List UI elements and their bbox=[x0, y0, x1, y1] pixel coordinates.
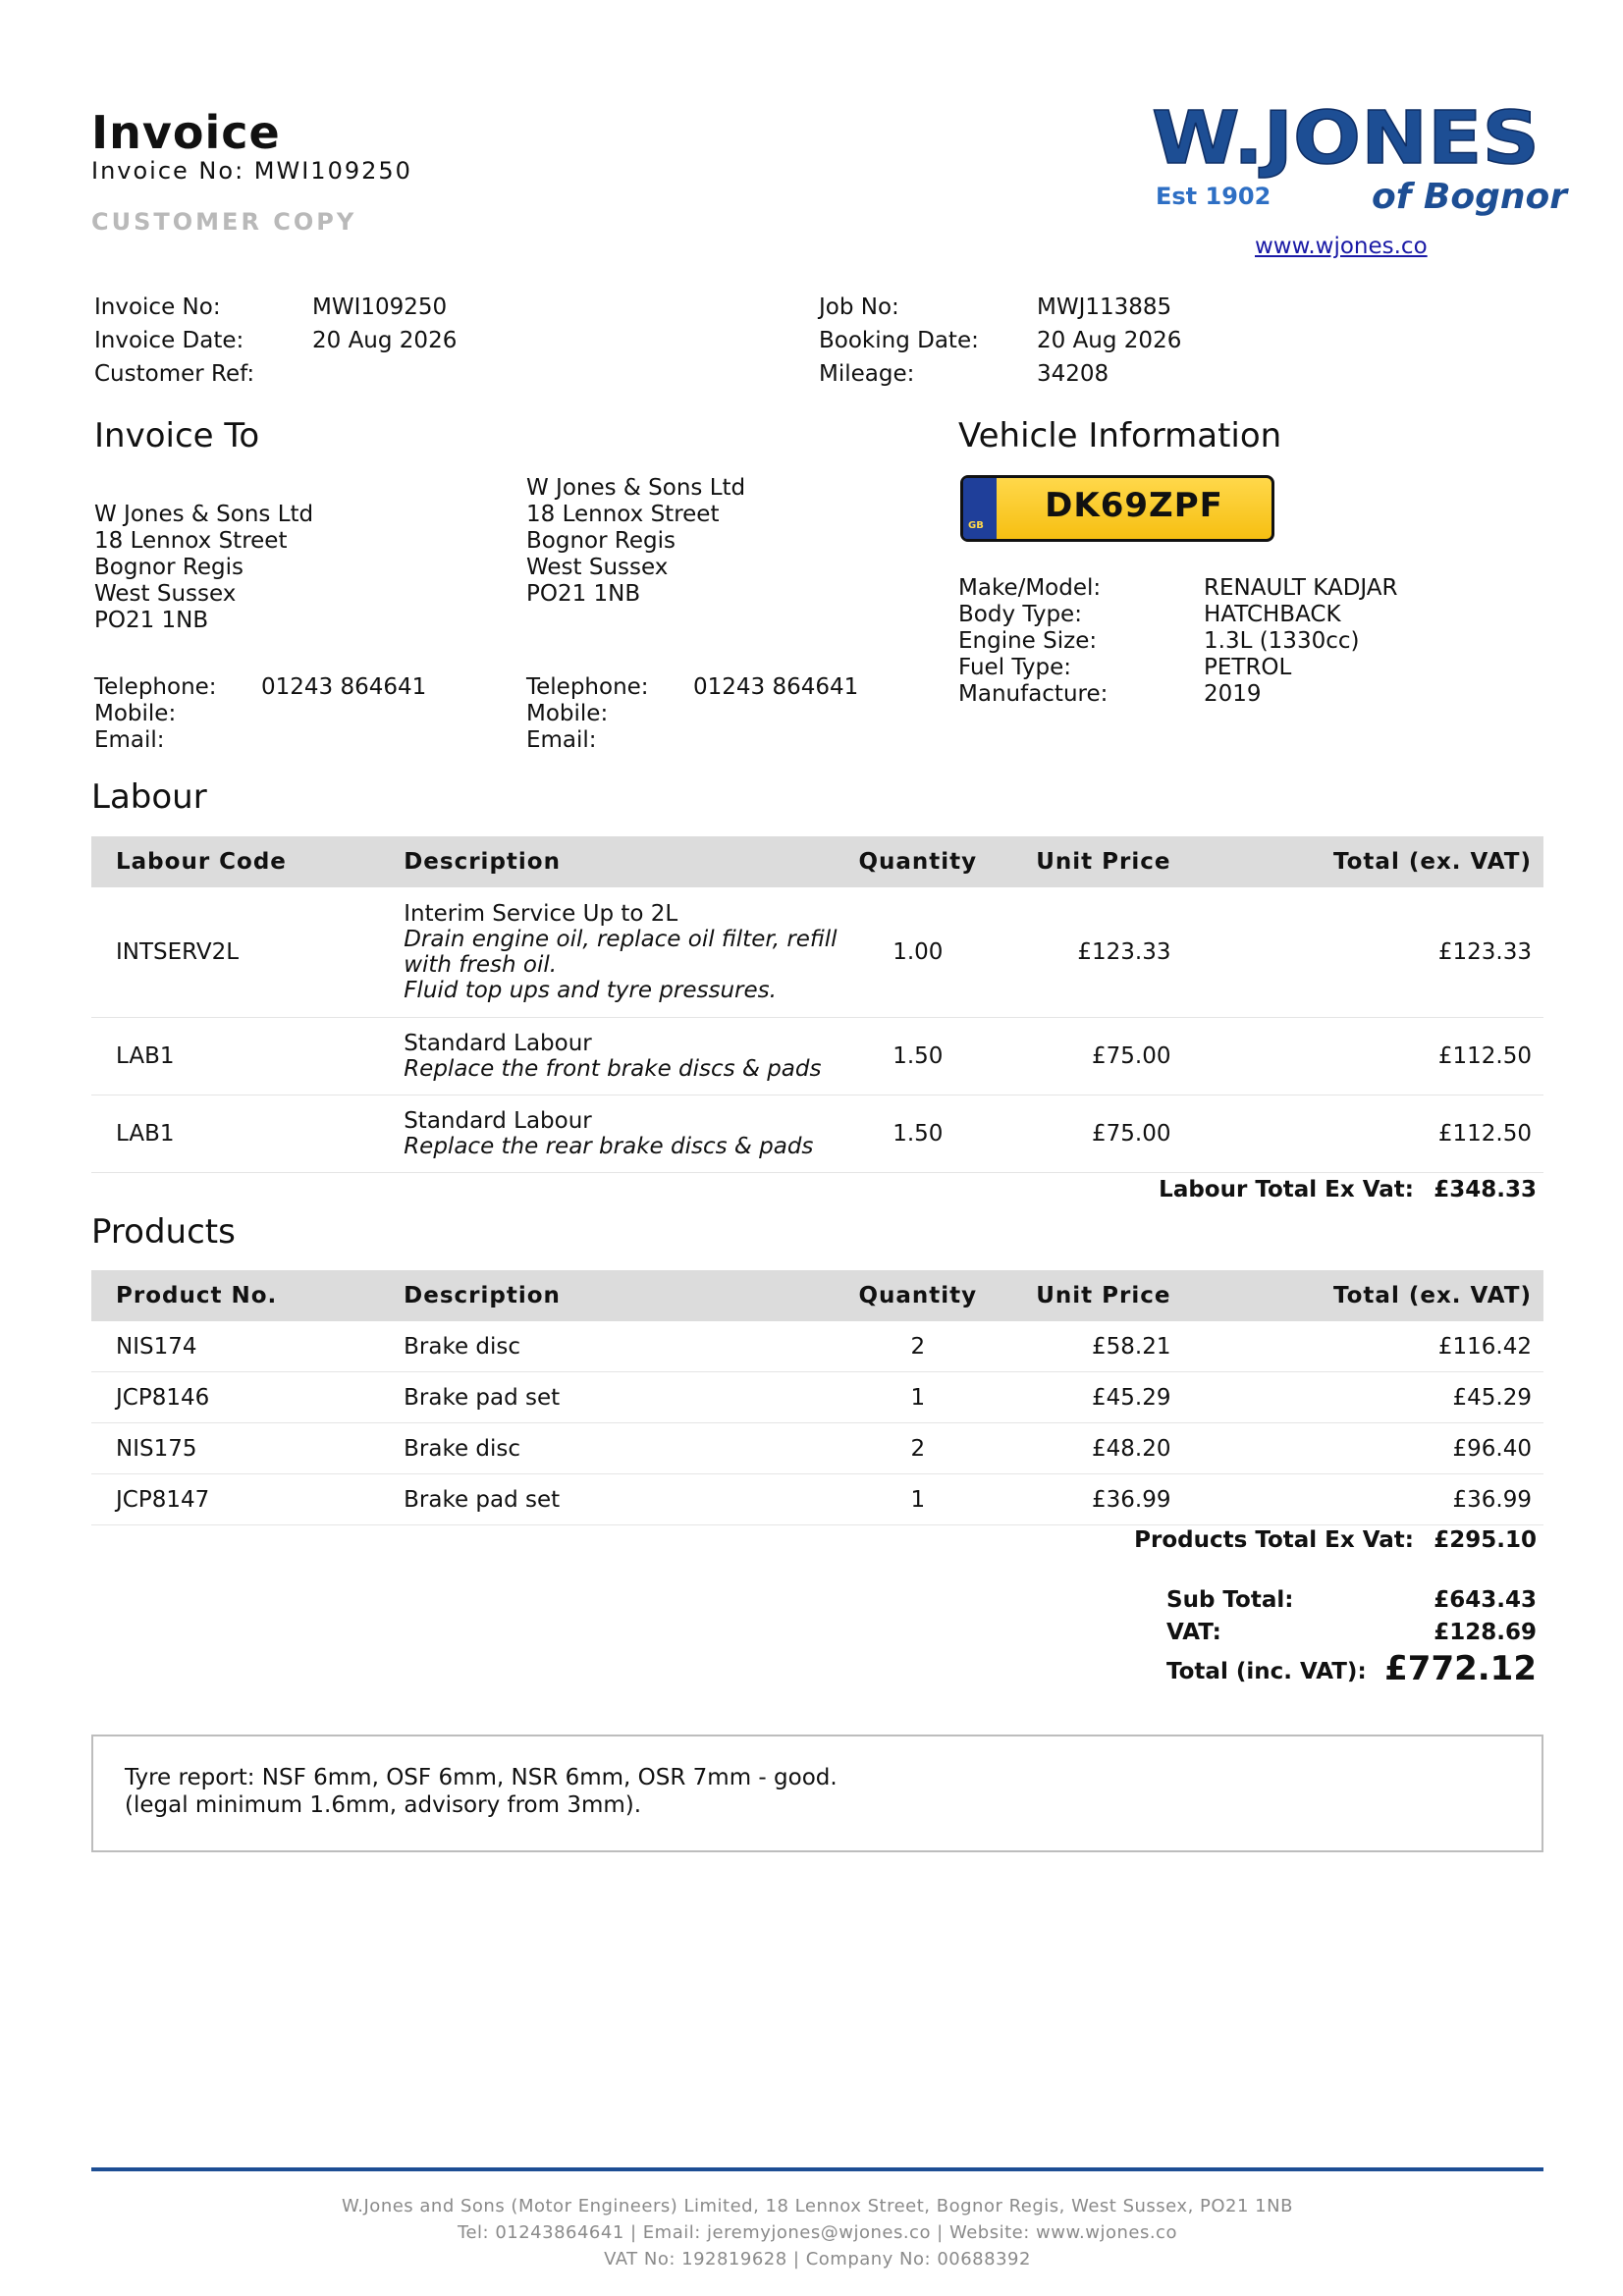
registration-number: DK69ZPF bbox=[1045, 486, 1223, 525]
contact-row bbox=[526, 727, 858, 754]
column-header: Description bbox=[379, 836, 858, 887]
product-number: JCP8146 bbox=[91, 1372, 379, 1423]
grand-total-value: £772.12 bbox=[1384, 1649, 1537, 1688]
contact-row bbox=[94, 727, 426, 754]
labour-total-value: £348.33 bbox=[1434, 1177, 1537, 1202]
address-line: 18 Lennox Street bbox=[94, 528, 288, 554]
quantity-cell: 1.00 bbox=[858, 887, 977, 1018]
quantity-cell: 1 bbox=[858, 1474, 977, 1525]
vehicle-label: Body Type: bbox=[958, 602, 1082, 627]
vehicle-value: 1.3L (1330cc) bbox=[1204, 628, 1360, 654]
vehicle-value: HATCHBACK bbox=[1204, 602, 1341, 627]
telephone-value: 01243 864641 bbox=[261, 674, 427, 700]
labour-total-label: Labour Total Ex Vat: bbox=[1159, 1177, 1414, 1202]
invoice-number-line: Invoice No: MWI109250 bbox=[91, 157, 412, 185]
registration-plate bbox=[960, 475, 1274, 542]
tyre-report-line: (legal minimum 1.6mm, advisory from 3mm). bbox=[125, 1792, 642, 1818]
column-header: Description bbox=[379, 1270, 858, 1321]
column-header: Total (ex. VAT) bbox=[1183, 836, 1543, 887]
address-line: PO21 1NB bbox=[526, 581, 641, 607]
logo-subtitle: of Bognor bbox=[1372, 177, 1567, 217]
vehicle-value: 2019 bbox=[1204, 681, 1262, 707]
quantity-cell: 1 bbox=[858, 1372, 977, 1423]
contact-row bbox=[94, 674, 426, 701]
meta-row bbox=[819, 357, 1181, 391]
vehicle-value: RENAULT KADJAR bbox=[1204, 575, 1398, 601]
product-description: Brake disc bbox=[379, 1321, 858, 1372]
address-line: Bognor Regis bbox=[526, 528, 676, 554]
table-row bbox=[91, 887, 1543, 1018]
description-note: with fresh oil. bbox=[404, 952, 558, 978]
quantity-cell: 1.50 bbox=[858, 1018, 977, 1095]
billing-contact bbox=[94, 674, 426, 754]
column-header: Unit Price bbox=[977, 836, 1182, 887]
meta-row bbox=[819, 324, 1181, 357]
meta-row bbox=[94, 324, 457, 357]
labour-header-row bbox=[91, 836, 1543, 887]
contact-label: Mobile: bbox=[526, 701, 609, 726]
vehicle-info-heading: Vehicle Information bbox=[958, 416, 1282, 455]
products-total-label: Products Total Ex Vat: bbox=[1134, 1527, 1414, 1553]
subtotal-label: Sub Total: bbox=[1166, 1587, 1294, 1613]
vehicle-label: Manufacture: bbox=[958, 681, 1109, 707]
contact-label: Telephone: bbox=[526, 674, 649, 700]
labour-code: LAB1 bbox=[91, 1095, 379, 1173]
table-row bbox=[91, 1321, 1543, 1372]
footer-registration-line: VAT No: 192819628 | Company No: 00688392 bbox=[604, 2249, 1031, 2269]
invoice-to-heading: Invoice To bbox=[94, 416, 260, 455]
meta-label: Invoice Date: bbox=[94, 328, 244, 353]
meta-value: 20 Aug 2026 bbox=[312, 328, 458, 353]
product-number: NIS174 bbox=[91, 1321, 379, 1372]
total-cell: £116.42 bbox=[1182, 1321, 1543, 1372]
unit-price-cell: £58.21 bbox=[977, 1321, 1182, 1372]
table-row bbox=[91, 1474, 1543, 1525]
labour-code: INTSERV2L bbox=[91, 887, 379, 1018]
meta-label: Invoice No: bbox=[94, 294, 221, 320]
total-cell: £96.40 bbox=[1182, 1423, 1543, 1474]
delivery-contact bbox=[526, 674, 858, 754]
total-cell: £45.29 bbox=[1182, 1372, 1543, 1423]
vehicle-row bbox=[958, 655, 1398, 681]
address-line: West Sussex bbox=[94, 581, 237, 607]
meta-value: 34208 bbox=[1037, 361, 1109, 387]
unit-price-cell: £45.29 bbox=[977, 1372, 1182, 1423]
product-description: Brake disc bbox=[379, 1423, 858, 1474]
products-header-row bbox=[91, 1270, 1543, 1321]
contact-label: Telephone: bbox=[94, 674, 217, 700]
address-line: Bognor Regis bbox=[94, 555, 243, 580]
products-table bbox=[91, 1270, 1543, 1525]
meta-row bbox=[819, 291, 1181, 324]
address-line: PO21 1NB bbox=[94, 608, 209, 633]
unit-price-cell: £123.33 bbox=[977, 887, 1182, 1018]
column-header: Labour Code bbox=[91, 836, 379, 887]
unit-price-cell: £75.00 bbox=[977, 1095, 1182, 1173]
vehicle-label: Engine Size: bbox=[958, 628, 1098, 654]
description-note: Replace the rear brake discs & pads bbox=[404, 1134, 814, 1159]
footer-company-line: W.Jones and Sons (Motor Engineers) Limited, 18 Lennox Street, Bognor Regis, West Sussex, PO21 1NB bbox=[342, 2196, 1293, 2216]
logo-wordmark: W.JONES bbox=[1152, 96, 1540, 181]
product-number: NIS175 bbox=[91, 1423, 379, 1474]
total-cell: £112.50 bbox=[1183, 1095, 1543, 1173]
total-cell: £123.33 bbox=[1183, 887, 1543, 1018]
description-title: Standard Labour bbox=[404, 1108, 592, 1134]
quantity-cell: 1.50 bbox=[858, 1095, 977, 1173]
labour-table bbox=[91, 836, 1543, 1173]
meta-label: Booking Date: bbox=[819, 328, 979, 353]
logo-est: Est 1902 bbox=[1156, 183, 1271, 210]
meta-label: Mileage: bbox=[819, 361, 915, 387]
footer-divider bbox=[91, 2167, 1543, 2171]
labour-description bbox=[379, 1018, 858, 1095]
labour-description bbox=[379, 1095, 858, 1173]
tyre-report-line: Tyre report: NSF 6mm, OSF 6mm, NSR 6mm, OSR 7mm - good. bbox=[125, 1765, 838, 1790]
table-row bbox=[91, 1372, 1543, 1423]
vehicle-value: PETROL bbox=[1204, 655, 1292, 680]
copy-label: CUSTOMER COPY bbox=[91, 208, 357, 236]
unit-price-cell: £75.00 bbox=[977, 1018, 1182, 1095]
invoice-meta-right bbox=[819, 291, 1181, 391]
subtotal-value: £643.43 bbox=[1434, 1587, 1537, 1613]
total-cell: £112.50 bbox=[1183, 1018, 1543, 1095]
products-total-value: £295.10 bbox=[1434, 1527, 1537, 1553]
meta-label: Job No: bbox=[819, 294, 899, 320]
labour-code: LAB1 bbox=[91, 1018, 379, 1095]
labour-heading: Labour bbox=[91, 777, 207, 817]
meta-row bbox=[94, 357, 457, 391]
quantity-cell: 2 bbox=[858, 1321, 977, 1372]
address-line: W Jones & Sons Ltd bbox=[94, 502, 314, 527]
column-header: Product No. bbox=[91, 1270, 379, 1321]
vehicle-label: Fuel Type: bbox=[958, 655, 1071, 680]
description-title: Interim Service Up to 2L bbox=[404, 901, 678, 927]
product-description: Brake pad set bbox=[379, 1474, 858, 1525]
table-row bbox=[91, 1095, 1543, 1173]
column-header: Quantity bbox=[858, 1270, 977, 1321]
table-row bbox=[91, 1423, 1543, 1474]
description-note: Replace the front brake discs & pads bbox=[404, 1056, 822, 1082]
products-heading: Products bbox=[91, 1212, 236, 1252]
meta-value: MWI109250 bbox=[312, 294, 448, 320]
page-title: Invoice bbox=[91, 106, 281, 159]
plate-country-strip bbox=[963, 478, 997, 539]
column-header: Unit Price bbox=[977, 1270, 1182, 1321]
vehicle-row bbox=[958, 602, 1398, 628]
total-cell: £36.99 bbox=[1182, 1474, 1543, 1525]
contact-row bbox=[526, 674, 858, 701]
table-row bbox=[91, 1018, 1543, 1095]
contact-row bbox=[526, 701, 858, 727]
meta-label: Customer Ref: bbox=[94, 361, 255, 387]
telephone-value: 01243 864641 bbox=[693, 674, 859, 700]
address-line: West Sussex bbox=[526, 555, 669, 580]
plate-country: GB bbox=[968, 520, 984, 531]
vehicle-label: Make/Model: bbox=[958, 575, 1102, 601]
delivery-address bbox=[526, 475, 745, 608]
footer-contact-line: Tel: 01243864641 | Email: jeremyjones@wjones.co | Website: www.wjones.co bbox=[458, 2222, 1177, 2243]
grand-total-label: Total (inc. VAT): bbox=[1166, 1659, 1367, 1684]
address-line: 18 Lennox Street bbox=[526, 502, 720, 527]
quantity-cell: 2 bbox=[858, 1423, 977, 1474]
invoice-meta-left bbox=[94, 291, 457, 391]
vehicle-row bbox=[958, 681, 1398, 708]
tyre-report-box bbox=[91, 1735, 1543, 1852]
contact-row bbox=[94, 701, 426, 727]
product-description: Brake pad set bbox=[379, 1372, 858, 1423]
column-header: Total (ex. VAT) bbox=[1182, 1270, 1543, 1321]
meta-value: 20 Aug 2026 bbox=[1037, 328, 1182, 353]
contact-label: Email: bbox=[94, 727, 165, 753]
unit-price-cell: £36.99 bbox=[977, 1474, 1182, 1525]
vat-label: VAT: bbox=[1166, 1620, 1221, 1645]
website-link[interactable]: www.wjones.co bbox=[1255, 234, 1428, 259]
billing-address bbox=[94, 502, 313, 634]
vehicle-row bbox=[958, 628, 1398, 655]
contact-label: Mobile: bbox=[94, 701, 177, 726]
vehicle-row bbox=[958, 575, 1398, 602]
address-line: W Jones & Sons Ltd bbox=[526, 475, 746, 501]
labour-description bbox=[379, 887, 858, 1018]
meta-row bbox=[94, 291, 457, 324]
description-note: Drain engine oil, replace oil filter, refill bbox=[404, 927, 838, 952]
description-title: Standard Labour bbox=[404, 1031, 592, 1056]
contact-label: Email: bbox=[526, 727, 597, 753]
unit-price-cell: £48.20 bbox=[977, 1423, 1182, 1474]
company-logo bbox=[1144, 96, 1567, 226]
meta-value: MWJ113885 bbox=[1037, 294, 1172, 320]
vehicle-details bbox=[958, 575, 1398, 708]
description-note: Fluid top ups and tyre pressures. bbox=[404, 978, 777, 1003]
vat-value: £128.69 bbox=[1434, 1620, 1537, 1645]
product-number: JCP8147 bbox=[91, 1474, 379, 1525]
column-header: Quantity bbox=[858, 836, 977, 887]
